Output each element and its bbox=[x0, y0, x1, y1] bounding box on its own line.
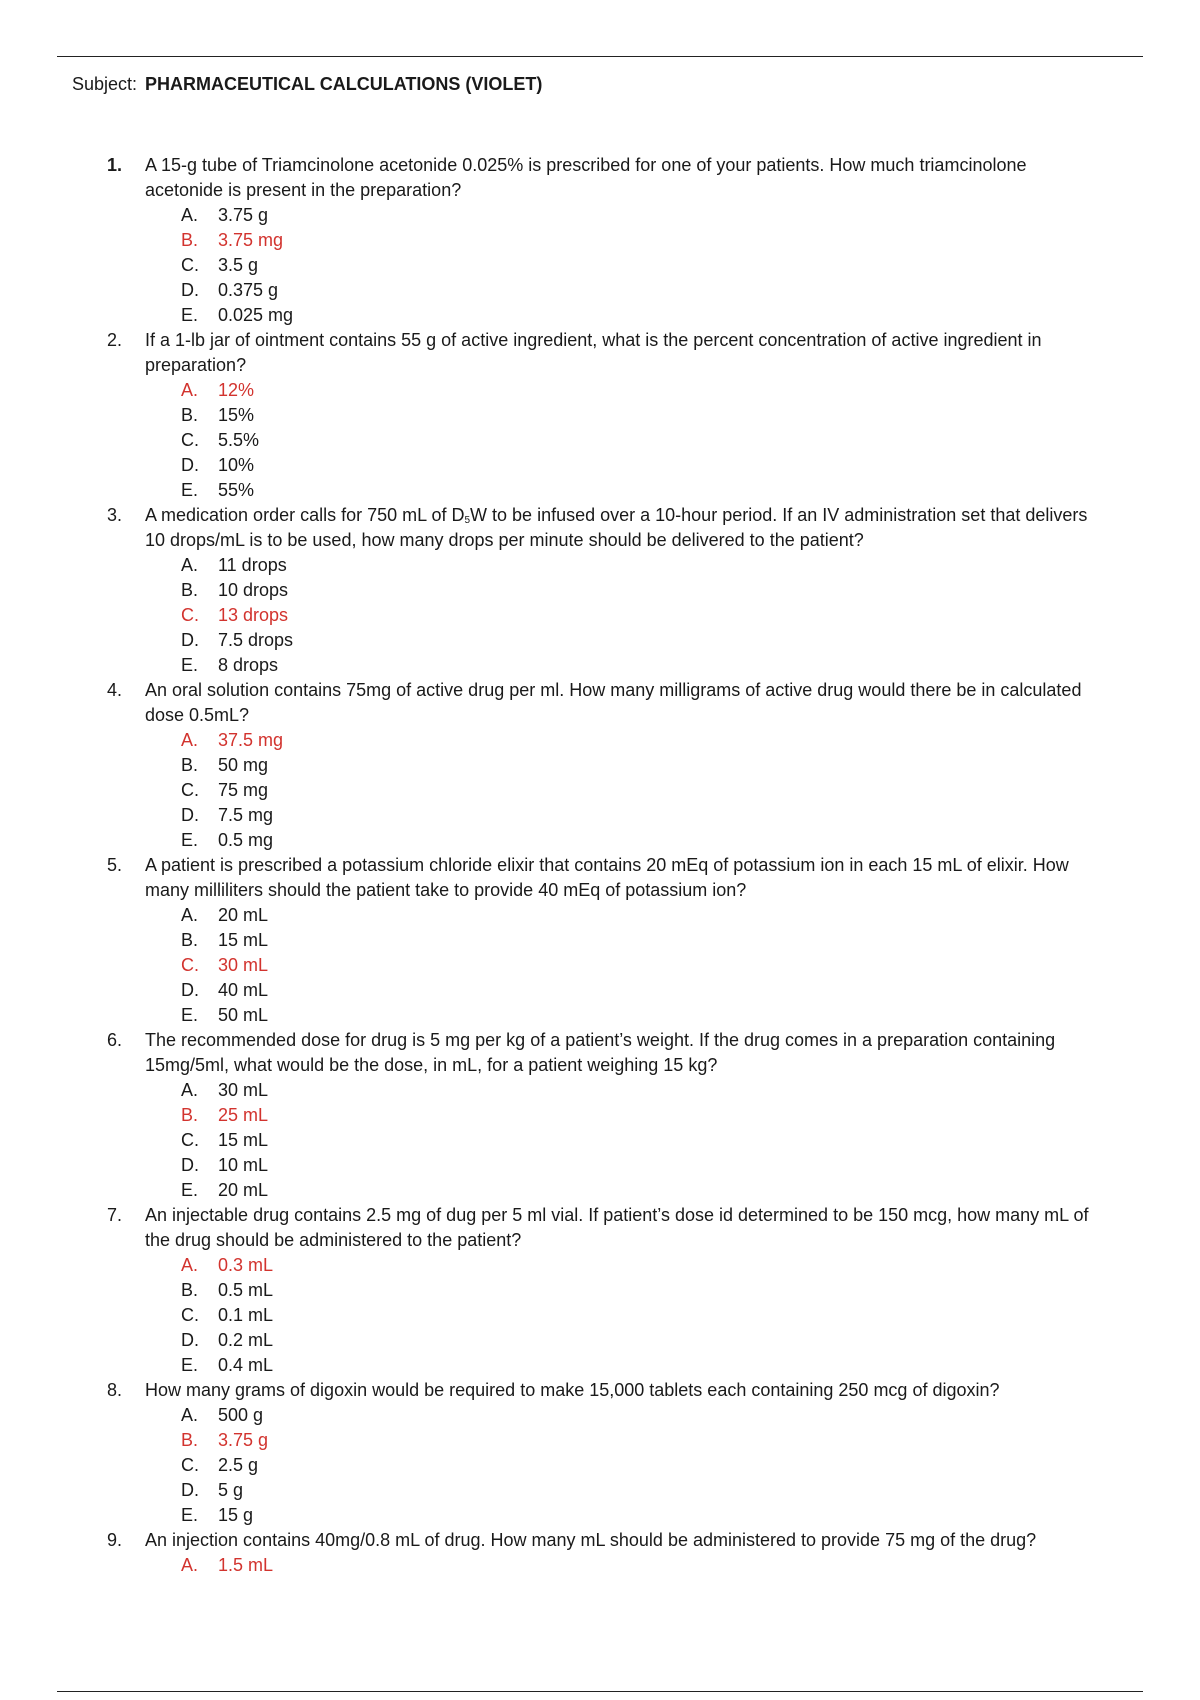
question-text: A patient is prescribed a potassium chloride elixir that contains 20 mEq of potassium ion in each 15 mL of elixir. How many milliliters should the patient take to provide 40 mEq of potassium ion? bbox=[145, 855, 1069, 900]
option-letter: B. bbox=[181, 580, 199, 600]
option-letter: A. bbox=[181, 380, 199, 400]
question-7 bbox=[0, 1203, 1200, 1378]
option-letter: A. bbox=[181, 555, 199, 575]
option-text: 0.5 mg bbox=[218, 830, 274, 850]
option-letter: A. bbox=[181, 1255, 199, 1275]
question-3 bbox=[0, 503, 1200, 678]
option-letter: B. bbox=[181, 1280, 199, 1300]
option-letter: C. bbox=[181, 1305, 199, 1325]
question-text: A 15-g tube of Triamcinolone acetonide 0.025% is prescribed for one of your patients. How much triamcinolone acetonide is present in the preparation? bbox=[145, 155, 1027, 200]
answer-option bbox=[0, 1453, 1200, 1478]
option-text: 0.025 mg bbox=[218, 305, 294, 325]
option-text: 15 mL bbox=[218, 930, 269, 950]
option-letter: B. bbox=[181, 1105, 199, 1125]
option-text: 3.75 g bbox=[218, 205, 269, 225]
answer-option bbox=[0, 903, 1200, 928]
option-text: 30 mL bbox=[218, 1080, 269, 1100]
option-text: 50 mg bbox=[218, 755, 269, 775]
option-letter: C. bbox=[181, 955, 199, 975]
question-5 bbox=[0, 853, 1200, 1028]
option-text: 5.5% bbox=[218, 430, 260, 450]
option-letter: A. bbox=[181, 205, 199, 225]
answer-option bbox=[0, 1353, 1200, 1378]
answer-option bbox=[0, 828, 1200, 853]
question-number: 7. bbox=[107, 1205, 123, 1225]
option-letter: A. bbox=[181, 1405, 199, 1425]
answer-option bbox=[0, 203, 1200, 228]
answer-option bbox=[0, 628, 1200, 653]
subject-label: Subject: bbox=[72, 74, 138, 94]
option-letter: C. bbox=[181, 255, 199, 275]
answer-options bbox=[0, 1553, 1200, 1578]
option-text: 500 g bbox=[218, 1405, 264, 1425]
question-4 bbox=[0, 678, 1200, 853]
option-text: 10 mL bbox=[218, 1155, 269, 1175]
answer-options bbox=[0, 903, 1200, 1028]
answer-option bbox=[0, 303, 1200, 328]
option-letter: A. bbox=[181, 905, 199, 925]
option-letter: D. bbox=[181, 1480, 199, 1500]
answer-option bbox=[0, 428, 1200, 453]
option-text: 5 g bbox=[218, 1480, 244, 1500]
option-letter: D. bbox=[181, 280, 199, 300]
answer-option bbox=[0, 1178, 1200, 1203]
option-text: 30 mL bbox=[218, 955, 269, 975]
subject-header bbox=[72, 72, 542, 96]
option-text: 7.5 drops bbox=[218, 630, 294, 650]
answer-option bbox=[0, 1303, 1200, 1328]
option-text: 15 mL bbox=[218, 1130, 269, 1150]
option-text: 20 mL bbox=[218, 905, 269, 925]
question-text-part: W to be infused over a 10-hour period. If an IV administration set that delivers 10 drops/mL is to be used, how many drops per minute should be delivered to the patient? bbox=[145, 505, 1088, 550]
option-text: 0.2 mL bbox=[218, 1330, 274, 1350]
answer-option bbox=[0, 1403, 1200, 1428]
answer-option bbox=[0, 478, 1200, 503]
option-text: 11 drops bbox=[218, 555, 287, 575]
option-text: 0.375 g bbox=[218, 280, 279, 300]
question-9 bbox=[0, 1528, 1200, 1578]
option-letter: B. bbox=[181, 1430, 199, 1450]
question-8 bbox=[0, 1378, 1200, 1528]
answer-option bbox=[0, 1128, 1200, 1153]
question-number: 1. bbox=[107, 155, 123, 175]
option-letter: C. bbox=[181, 1455, 199, 1475]
answer-options bbox=[0, 728, 1200, 853]
answer-option bbox=[0, 228, 1200, 253]
answer-option bbox=[0, 1503, 1200, 1528]
answer-option bbox=[0, 278, 1200, 303]
answer-option bbox=[0, 1328, 1200, 1353]
bottom-rule bbox=[57, 1691, 1143, 1692]
option-text: 13 drops bbox=[218, 605, 289, 625]
option-text: 0.5 mL bbox=[218, 1280, 274, 1300]
answer-option bbox=[0, 1078, 1200, 1103]
option-letter: B. bbox=[181, 755, 199, 775]
answer-option bbox=[0, 378, 1200, 403]
question-number: 4. bbox=[107, 680, 123, 700]
answer-option bbox=[0, 1278, 1200, 1303]
option-letter: E. bbox=[181, 1355, 199, 1375]
answer-options bbox=[0, 378, 1200, 503]
question-number: 3. bbox=[107, 505, 123, 525]
answer-option bbox=[0, 553, 1200, 578]
question-text: An injectable drug contains 2.5 mg of dug per 5 ml vial. If patient’s dose id determined to be 150 mcg, how many mL of the drug should be administered to the patient? bbox=[145, 1205, 1089, 1250]
question-number: 9. bbox=[107, 1530, 123, 1550]
option-letter: E. bbox=[181, 1005, 199, 1025]
option-letter: C. bbox=[181, 430, 199, 450]
answer-option bbox=[0, 653, 1200, 678]
option-text: 15 g bbox=[218, 1505, 254, 1525]
answer-option bbox=[0, 1153, 1200, 1178]
option-letter: E. bbox=[181, 830, 199, 850]
answer-option bbox=[0, 1103, 1200, 1128]
option-letter: D. bbox=[181, 980, 199, 1000]
top-rule bbox=[57, 56, 1143, 57]
option-letter: B. bbox=[181, 230, 199, 250]
question-text bbox=[145, 503, 1105, 553]
option-letter: D. bbox=[181, 1155, 199, 1175]
option-text: 55% bbox=[218, 480, 255, 500]
option-letter: B. bbox=[181, 405, 199, 425]
option-text: 8 drops bbox=[218, 655, 279, 675]
answer-option bbox=[0, 728, 1200, 753]
subject-title: PHARMACEUTICAL CALCULATIONS (VIOLET) bbox=[145, 74, 543, 94]
option-text: 3.75 mg bbox=[218, 230, 284, 250]
option-text: 10 drops bbox=[218, 580, 289, 600]
question-number: 8. bbox=[107, 1380, 123, 1400]
question-text: An oral solution contains 75mg of active drug per ml. How many milligrams of active drug would there be in calculated dose 0.5mL? bbox=[145, 680, 1082, 725]
answer-options bbox=[0, 1078, 1200, 1203]
answer-option bbox=[0, 603, 1200, 628]
question-text: An injection contains 40mg/0.8 mL of drug. How many mL should be administered to provide 75 mg of the drug? bbox=[145, 1530, 1037, 1550]
answer-option bbox=[0, 753, 1200, 778]
option-text: 12% bbox=[218, 380, 255, 400]
answer-options bbox=[0, 553, 1200, 678]
option-text: 10% bbox=[218, 455, 255, 475]
answer-option bbox=[0, 1428, 1200, 1453]
option-letter: E. bbox=[181, 655, 199, 675]
option-letter: E. bbox=[181, 480, 199, 500]
option-letter: C. bbox=[181, 1130, 199, 1150]
question-text: If a 1-lb jar of ointment contains 55 g of active ingredient, what is the percent concentration of active ingredient in preparation? bbox=[145, 330, 1042, 375]
option-text: 0.3 mL bbox=[218, 1255, 274, 1275]
option-letter: E. bbox=[181, 305, 199, 325]
option-letter: D. bbox=[181, 455, 199, 475]
question-number: 2. bbox=[107, 330, 123, 350]
option-letter: A. bbox=[181, 1555, 199, 1575]
answer-option bbox=[0, 1553, 1200, 1578]
question-text: How many grams of digoxin would be required to make 15,000 tablets each containing 250 mcg of digoxin? bbox=[145, 1380, 1000, 1400]
option-text: 75 mg bbox=[218, 780, 269, 800]
option-text: 3.5 g bbox=[218, 255, 259, 275]
option-letter: D. bbox=[181, 805, 199, 825]
question-text: The recommended dose for drug is 5 mg per kg of a patient’s weight. If the drug comes in a preparation containing 15mg/5ml, what would be the dose, in mL, for a patient weighing 15 kg? bbox=[145, 1030, 1056, 1075]
option-letter: D. bbox=[181, 1330, 199, 1350]
answer-option bbox=[0, 1003, 1200, 1028]
option-letter: A. bbox=[181, 730, 199, 750]
option-letter: C. bbox=[181, 780, 199, 800]
option-text: 50 mL bbox=[218, 1005, 269, 1025]
answer-options bbox=[0, 203, 1200, 328]
option-letter: A. bbox=[181, 1080, 199, 1100]
question-text-part: A medication order calls for 750 mL of D bbox=[145, 505, 465, 525]
question-number: 6. bbox=[107, 1030, 123, 1050]
answer-option bbox=[0, 253, 1200, 278]
answer-option bbox=[0, 978, 1200, 1003]
option-text: 20 mL bbox=[218, 1180, 269, 1200]
option-letter: E. bbox=[181, 1180, 199, 1200]
option-text: 2.5 g bbox=[218, 1455, 259, 1475]
answer-option bbox=[0, 1478, 1200, 1503]
option-text: 0.1 mL bbox=[218, 1305, 274, 1325]
option-text: 37.5 mg bbox=[218, 730, 284, 750]
option-text: 3.75 g bbox=[218, 1430, 269, 1450]
answer-option bbox=[0, 1253, 1200, 1278]
option-letter: D. bbox=[181, 630, 199, 650]
option-text: 40 mL bbox=[218, 980, 269, 1000]
question-1 bbox=[0, 153, 1200, 328]
option-text: 1.5 mL bbox=[218, 1555, 274, 1575]
option-text: 7.5 mg bbox=[218, 805, 274, 825]
answer-option bbox=[0, 403, 1200, 428]
option-letter: E. bbox=[181, 1505, 199, 1525]
answer-option bbox=[0, 778, 1200, 803]
option-letter: C. bbox=[181, 605, 199, 625]
answer-options bbox=[0, 1403, 1200, 1528]
option-text: 0.4 mL bbox=[218, 1355, 274, 1375]
question-2 bbox=[0, 328, 1200, 503]
answer-option bbox=[0, 803, 1200, 828]
option-text: 15% bbox=[218, 405, 255, 425]
answer-option bbox=[0, 953, 1200, 978]
subscript-5: 5 bbox=[464, 515, 471, 526]
option-text: 25 mL bbox=[218, 1105, 269, 1125]
question-list bbox=[0, 153, 1200, 1578]
option-letter: B. bbox=[181, 930, 199, 950]
answer-option bbox=[0, 928, 1200, 953]
question-6 bbox=[0, 1028, 1200, 1203]
answer-option bbox=[0, 578, 1200, 603]
answer-option bbox=[0, 453, 1200, 478]
question-number: 5. bbox=[107, 855, 123, 875]
answer-options bbox=[0, 1253, 1200, 1378]
